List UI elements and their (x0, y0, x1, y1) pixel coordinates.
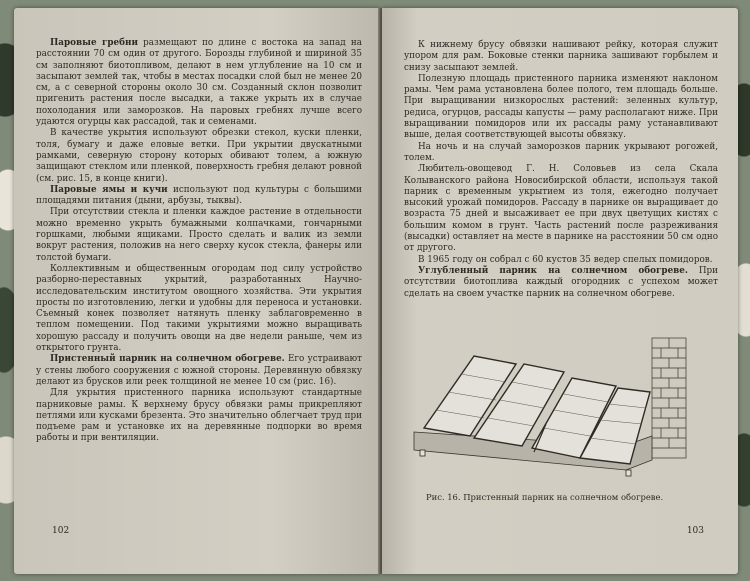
paragraph (36, 128, 362, 184)
paragraph (36, 38, 362, 128)
paragraph-text: При отсутствии биотоплива каждый огородник с успехом может сделать на своем участке парник на солнечном обогреве. (404, 265, 718, 299)
paragraph-text: В 1965 году он собрал с 60 кустов 35 ведер спелых помидоров. (418, 254, 713, 265)
paragraph-text: Для укрытия пристенного парника используют стандартные парниковые рамы. К верхнему брусу обвязки рамы прикрепляют петлями или кусками брезента. Это значительно облегчает труд при подъеме рам и установке их на деревянные подпорки во время работы и при вентиляции. (36, 388, 362, 444)
paragraph (404, 164, 718, 254)
paragraph-text: В качестве укрытия используют обрезки стекол, куски пленки, толя, бумагу и даже еловые ветки. При укрытии двускатными рамками, северную сторону которых обивают толем, а южную защищают стеклом или пленкой, поверхность гребня делают ровной (см. рис. 15, в конце книги). (36, 128, 362, 184)
paragraph (404, 40, 718, 74)
paragraph-text: К нижнему брусу обвязки нашивают рейку, которая служит упором для рам. Боковые стенки парника зашивают горбылем и снизу засыпают землей. (404, 40, 718, 73)
paragraph-text: При отсутствии стекла и пленки каждое растение в отдельности можно временно укрыть бумажными колпачками, гончарными горшками, любыми ящиками. Просто сделать и валик из земли вокруг растения, положив на него сверху кусок стекла, фанеры или толстой бумаги. (36, 207, 362, 263)
right-page-text (404, 40, 718, 300)
brick-wall (652, 338, 686, 458)
paragraph (36, 388, 362, 444)
paragraph-text: Его устраивают у стены любого сооружения с южной стороны. Деревянную обвязку делают из брусков или реек толщиной не менее 10 см (рис. 16). (36, 354, 362, 387)
paragraph (36, 185, 362, 208)
paragraph (36, 354, 362, 388)
paragraph-text: Любитель-овощевод Г. Н. Соловьев из села Скала Колыванского района Новосибирской области, используя такой парник с временным укрытием из толя, ежегодно получает высокий урожай помидоров. Рассаду в парнике он выращивает до возраста 75 дней и высаживает ее при двух цветущих кистях с большим комом в грунт. Часть растений после разреживания (высадки) оставляет на месте в парнике на расстоянии 50 см одно от другого. (404, 164, 718, 254)
paragraph (36, 264, 362, 354)
paragraph-text: На ночь и на случай заморозков парник укрывают рогожей, толем. (404, 141, 718, 163)
paragraph-text: Полезную площадь пристенного парника изменяют наклоном рамы. Чем рама установлена более полого, тем площадь больше. При выращивании низкорослых растений: зеленных культур, редиса, огурцов, рассады капусты — раму располагают ниже. При выращивании помидоров или их рассады раму устанавливают выше, делая соответствующей высоты обвязку. (404, 73, 718, 141)
paragraph (404, 266, 718, 300)
greenhouse-figure (404, 328, 704, 488)
bold-lead: Паровые гребни (50, 38, 138, 48)
paragraph (36, 207, 362, 263)
bold-lead: Пристенный парник на солнечном обогреве. (50, 354, 285, 365)
bold-lead: Углубленный парник на солнечном обогреве. (418, 265, 688, 276)
right-page (382, 8, 738, 574)
paragraph-text: используют под культуры с большими площадями питания (дыни, арбузы, тыквы). (36, 184, 362, 207)
page-number: 103 (686, 526, 704, 536)
paragraph-text: размещают по длине с востока на запад на расстоянии 70 см один от другого. Борозды глубиной и шириной 35 см заполняют биотопливом, делают в нем углубление на 10 см и засыпают землей так, чтобы в местах посадки слой был не менее 20 см, а с северной стороны около 30 см. Созданный склон позволит пригенить растения после высадки, а также укрыть их в случае похолодания или заморозков. На паровых гребнях лучше всего удаются огурцы как рассадой, так и семенами. (36, 38, 362, 128)
paragraph (404, 74, 718, 142)
paragraph (404, 255, 718, 266)
paragraph (404, 142, 718, 165)
bold-lead: Паровые ямы и кучи (50, 184, 168, 195)
figure-caption: Рис. 16. Пристенный парник на солнечном обогреве. (426, 492, 664, 502)
left-page-text (36, 38, 362, 445)
page-number: 102 (52, 526, 70, 536)
paragraph-text: Коллективным и общественным огородам под силу устройство разборно-переставных укрытий, разработанных Научно-исследовательским институтом овощного хозяйства. Эти укрытия просты по изготовлению, легки и удобны для переноса и установки. Съемный конек позволяет натянуть пленку заблаговременно в теплом помещении. Под такими укрытиями можно выращивать хорошую рассаду и получить овощи на две недели раньше, чем из открытого грунта. (36, 263, 362, 354)
left-page (14, 8, 380, 574)
